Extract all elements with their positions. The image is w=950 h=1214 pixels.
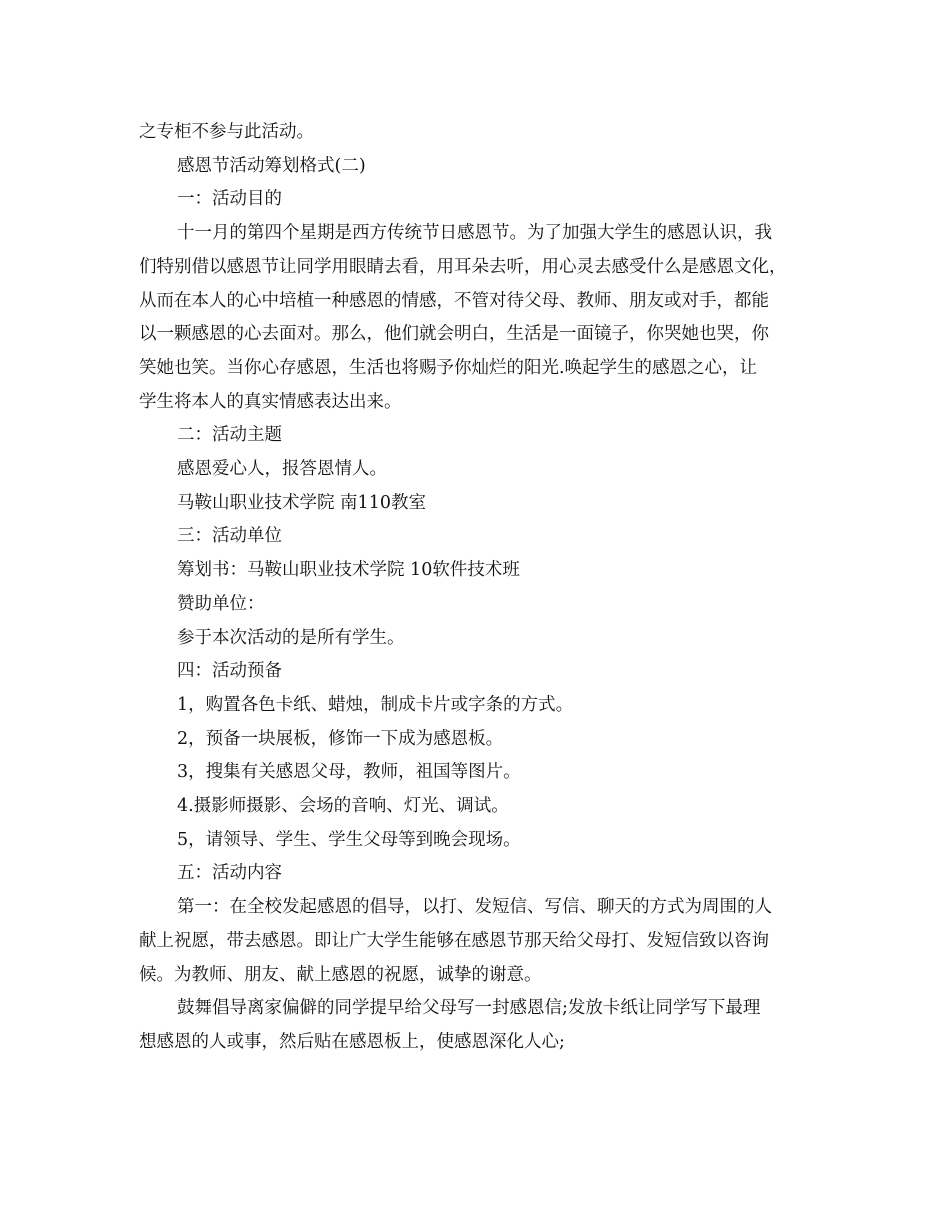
list-item: 5，请领导、学生、学生父母等到晚会现场。 xyxy=(177,829,521,850)
section-heading: 四：活动预备 xyxy=(177,661,282,682)
paragraph-line: 想感恩的人或事，然后贴在感恩板上，使感恩深化人心; xyxy=(139,1031,565,1052)
section-heading: 五：活动内容 xyxy=(177,863,282,884)
paragraph-line: 学生将本人的真实情感表达出来。 xyxy=(139,391,402,412)
section-heading: 二：活动主题 xyxy=(177,425,282,446)
list-item: 2，预备一块展板，修饰一下成为感恩板。 xyxy=(177,728,504,749)
paragraph-line: 献上祝愿，带去感恩。即让广大学生能够在感恩节那天给父母打、发短信致以咨询 xyxy=(139,930,769,951)
paragraph-line: 从而在本人的心中培植一种感恩的情感，不管对待父母、教师、朋友或对手，都能 xyxy=(139,290,769,311)
list-item: 4.摄影师摄影、会场的音响、灯光、调试。 xyxy=(177,796,509,817)
paragraph-line: 以一颗感恩的心去面对。那么，他们就会明白，生活是一面镜子，你哭她也哭，你 xyxy=(139,324,769,345)
paragraph-line: 候。为教师、朋友、献上感恩的祝愿，诚挚的谢意。 xyxy=(139,964,542,985)
paragraph-line: 十一月的第四个星期是西方传统节日感恩节。为了加强大学生的感恩认识，我 xyxy=(177,223,772,244)
list-item: 1，购置各色卡纸、蜡烛，制成卡片或字条的方式。 xyxy=(177,694,574,715)
text-line: 参于本次活动的是所有学生。 xyxy=(177,627,405,648)
section-heading: 一：活动目的 xyxy=(177,189,282,210)
text-line: 赞助单位： xyxy=(177,593,265,614)
text-line: 之专柜不参与此活动。 xyxy=(139,122,314,142)
document-body xyxy=(139,116,829,1060)
section-heading: 三：活动单位 xyxy=(177,526,282,547)
list-item: 3，搜集有关感恩父母，教师，祖国等图片。 xyxy=(177,762,521,783)
paragraph-line: 们特别借以感恩节让同学用眼睛去看，用耳朵去听，用心灵去感受什么是感恩文化， xyxy=(139,256,787,277)
paragraph-line: 笑她也笑。当你心存感恩，生活也将赐予你灿烂的阳光.唤起学生的感恩之心，让 xyxy=(139,357,758,378)
text-line: 马鞍山职业技术学院 南110教室 xyxy=(177,492,426,513)
paragraph-line: 第一：在全校发起感恩的倡导，以打、发短信、写信、聊天的方式为周围的人 xyxy=(177,897,772,918)
section-heading: 感恩节活动筹划格式(二) xyxy=(177,155,366,176)
text-line: 感恩爱心人，报答恩情人。 xyxy=(177,459,387,480)
text-line: 筹划书：马鞍山职业技术学院 10软件技术班 xyxy=(177,560,520,581)
paragraph-line: 鼓舞倡导离家偏僻的同学提早给父母写一封感恩信;发放卡纸让同学写下最理 xyxy=(177,998,761,1019)
